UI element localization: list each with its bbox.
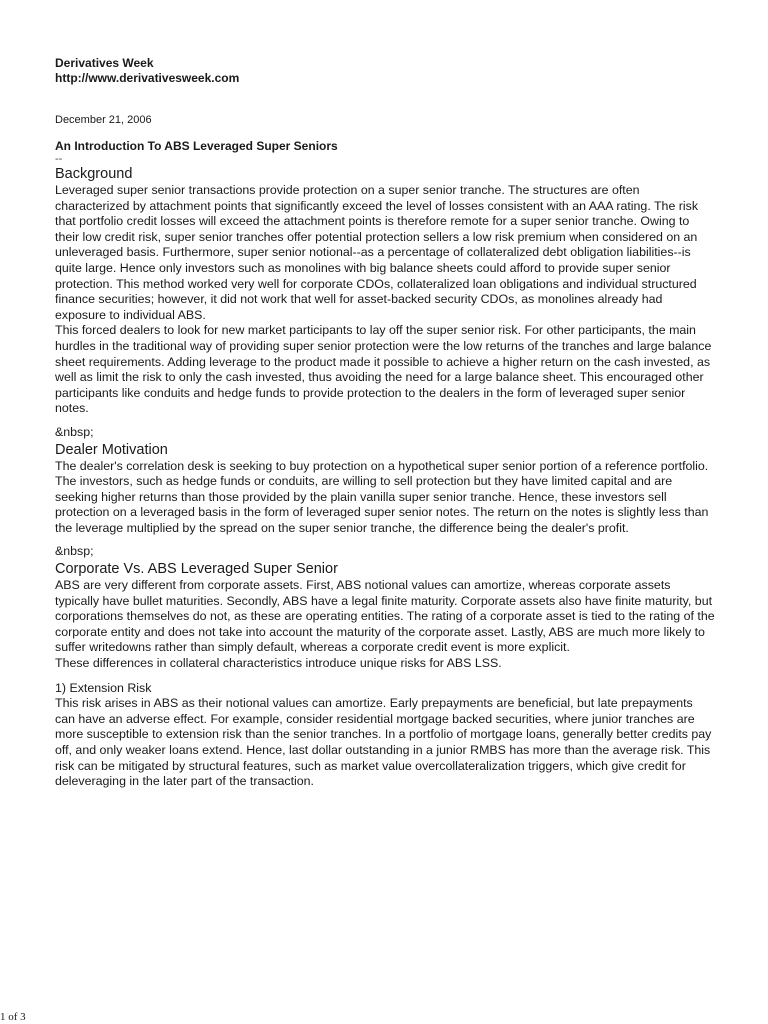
paragraph: This risk arises in ABS as their notional values can amortize. Early prepayments are beneficial, but late prepayments can have an adverse effect. For example, consider residential mortgage backed securities, where junior tranches are more susceptible to extension risk than the senior tranches. In a portfolio of mortgage loans, generally better credits pay off, and only weaker loans extend. Hence, last dollar outstanding in a junior RMBS has more than the average risk. This risk can be mitigated by structural features, such as market value overcollateralization triggers, which give credit for deleveraging in the later part of the transaction. [55, 696, 712, 789]
paragraph: This forced dealers to look for new market participants to lay off the super senior risk. For other participants, the main hurdles in the traditional way of providing super senior protection were the low returns of the tranches and large balance sheet requirements. Adding leverage to the product made it possible to achieve a higher return on the cash invested, as well as limit the risk to only the cash invested, thus avoiding the need for a large balance sheet. This encouraged other participants like conduits and hedge funds to provide protection to the dealers in the form of leveraged super senior notes. [55, 323, 712, 416]
article-title: An Introduction To ABS Leveraged Super Seniors [55, 139, 338, 153]
section-heading-dealer-motivation: Dealer Motivation [55, 441, 168, 458]
page-number: 1 of 3 [0, 1011, 26, 1023]
nbsp-artifact: &nbsp; [55, 544, 94, 559]
subheading-extension-risk: 1) Extension Risk [55, 680, 152, 695]
article-date: December 21, 2006 [55, 114, 152, 126]
title-separator: -- [55, 153, 63, 165]
section-heading-background: Background [55, 166, 133, 182]
paragraph: These differences in collateral characteristics introduce unique risks for ABS LSS. [55, 656, 502, 671]
section-heading-corporate-vs-abs: Corporate Vs. ABS Leveraged Super Senior [55, 561, 338, 578]
nbsp-artifact: &nbsp; [55, 424, 94, 439]
document-page [55, 56, 715, 790]
paragraph: The dealer's correlation desk is seeking to buy protection on a hypothetical super senior portion of a reference portfolio. The investors, such as hedge funds or conduits, are willing to sell protection but they have limited capital and are seeking higher returns than those provided by the plain vanilla super senior tranche. Hence, these investors sell protection on a leveraged basis in the form of leveraged super senior notes. The return on the notes is slightly less than the leverage multiplied by the spread on the super senior tranche, the difference being the dealer's profit. [55, 458, 709, 535]
publication-name: Derivatives Week [55, 56, 154, 70]
publication-url[interactable]: http://www.derivativesweek.com [55, 71, 240, 85]
paragraph: ABS are very different from corporate assets. First, ABS notional values can amortize, whereas corporate assets typically have bullet maturities. Secondly, ABS have a legal finite maturity. Corporate assets also have finite maturity, but corporations themselves do not, as these are operating entities. The rating of a corporate asset is tied to the rating of the corporate entity and does not take into account the maturity of the corporate asset. Lastly, ABS are much more likely to suffer writedowns rather than simply default, whereas a corporate credit event is more explicit. [55, 578, 715, 655]
paragraph: Leveraged super senior transactions provide protection on a super senior tranche. The structures are often characterized by attachment points that significantly exceed the level of losses consistent with an AAA rating. The risk that portfolio credit losses will exceed the attachment points is therefore remote for a super senior tranche. Owing to their low credit risk, super senior tranches offer potential protection sellers a low risk premium when considered on an unleveraged basis. Furthermore, super senior notional--as a percentage of collateralized debt obligation liabilities--is quite large. Hence only investors such as monolines with big balance sheets could afford to provide super senior protection. This method worked very well for corporate CDOs, collateralized loan obligations and individual structured finance securities; however, it did not work that well for asset-backed security CDOs, as monolines already had exposure to individual ABS. [55, 183, 699, 322]
